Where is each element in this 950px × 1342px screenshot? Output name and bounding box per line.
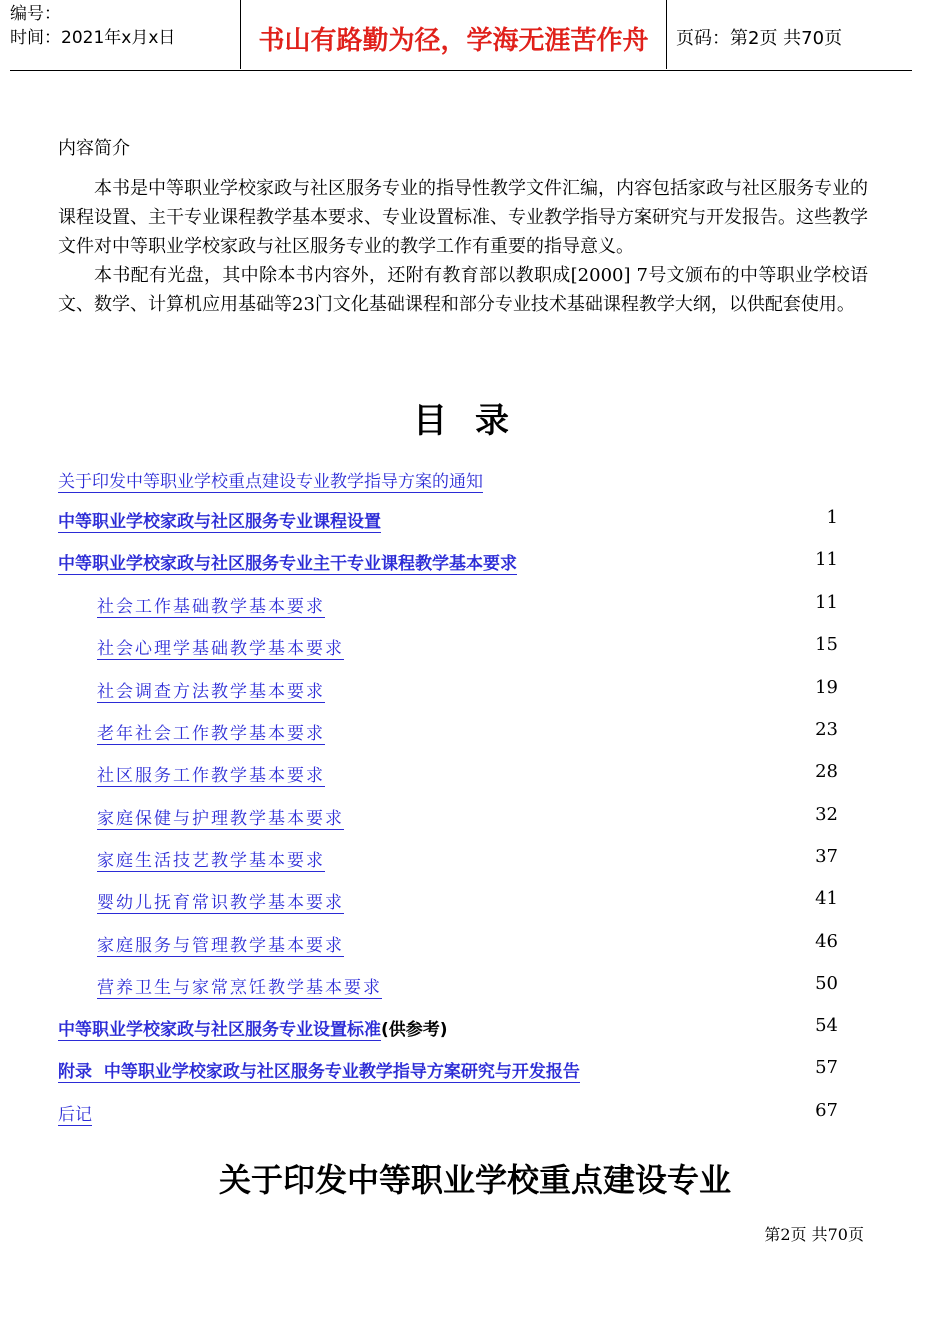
toc-link[interactable]: 社区服务工作教学基本要求 [97,766,325,786]
toc-link[interactable]: 营养卫生与家常烹饪教学基本要求 [97,978,382,998]
toc-link[interactable]: 后记 [58,1105,92,1125]
toc-page-number: 11 [815,592,838,613]
toc-page-number: 23 [815,719,838,740]
toc-link[interactable]: 家庭保健与护理教学基本要求 [97,809,344,829]
toc-entry [58,677,838,707]
page-footer: 第2页 共70页 [764,1225,864,1244]
toc-entry [58,592,838,622]
toc-link[interactable]: 社会工作基础教学基本要求 [97,597,325,617]
time-label: 时间：2021年x月x日 [10,28,176,48]
toc-entry [58,467,838,497]
toc-suffix: (供参考) [381,1020,448,1040]
toc-entry [58,719,838,749]
toc-entry [58,761,838,791]
toc-link[interactable]: 老年社会工作教学基本要求 [97,724,325,744]
toc-link[interactable]: 中等职业学校家政与社区服务专业课程设置 [58,512,381,532]
toc-entry [58,846,838,876]
header-motto: 书山有路勤为径，学海无涯苦作舟 [258,26,649,56]
toc-page-number: 19 [815,677,838,698]
toc-link[interactable]: 中等职业学校家政与社区服务专业设置标准 [58,1020,381,1040]
toc-link[interactable]: 家庭服务与管理教学基本要求 [97,936,344,956]
serial-label: 编号： [10,4,61,24]
toc-page-number: 57 [815,1057,838,1078]
toc-entry [58,507,838,537]
header-meta [10,2,175,50]
toc-page-number: 15 [815,634,838,655]
toc-link[interactable]: 社会心理学基础教学基本要求 [97,639,344,659]
section-title: 关于印发中等职业学校重点建设专业 [218,1161,731,1199]
intro-paragraph: 本书是中等职业学校家政与社区服务专业的指导性教学文件汇编，内容包括家政与社区服务专业的课程设置、主干专业课程教学基本要求、专业设置标准、专业教学指导方案研究与开发报告。这些教学文件对中等职业学校家政与社区服务专业的教学工作有重要的指导意义。 [58,178,868,257]
toc-title: 目录 [413,401,537,441]
header-page-label: 页码：第2页 共70页 [676,28,843,49]
intro-paragraph: 本书配有光盘，其中除本书内容外，还附有教育部以教职成[2000] 7号文颁布的中等职业学校语文、数学、计算机应用基础等23门文化基础课程和部分专业技术基础课程教学大纲，以供配套使用。 [58,265,868,315]
toc-page-number: 1 [826,507,838,528]
toc-link[interactable]: 家庭生活技艺教学基本要求 [97,851,325,871]
toc-link[interactable]: 关于印发中等职业学校重点建设专业教学指导方案的通知 [58,472,483,492]
toc-entry [58,931,838,961]
toc-page-number: 50 [815,973,838,994]
toc-entry [58,549,838,579]
toc-entry [58,1100,838,1130]
toc-entry [58,973,838,1003]
toc-link[interactable]: 中等职业学校家政与社区服务专业主干专业课程教学基本要求 [58,554,517,574]
toc-entry [58,634,838,664]
toc-page-number: 67 [815,1100,838,1121]
toc-page-number: 28 [815,761,838,782]
toc-entry [58,1015,838,1045]
toc-link[interactable]: 附录 中等职业学校家政与社区服务专业教学指导方案研究与开发报告 [58,1062,580,1082]
toc-link[interactable]: 社会调查方法教学基本要求 [97,682,325,702]
toc-page-number: 54 [815,1015,838,1036]
toc-page-number: 37 [815,846,838,867]
toc-page-number: 41 [815,888,838,909]
intro-heading: 内容简介 [58,138,130,159]
toc-entry [58,1057,838,1087]
toc-entry [58,888,838,918]
toc-page-number: 46 [815,931,838,952]
toc-page-number: 11 [815,549,838,570]
toc-entry [58,804,838,834]
toc-link[interactable]: 婴幼儿抚育常识教学基本要求 [97,893,344,913]
toc-page-number: 32 [815,804,838,825]
